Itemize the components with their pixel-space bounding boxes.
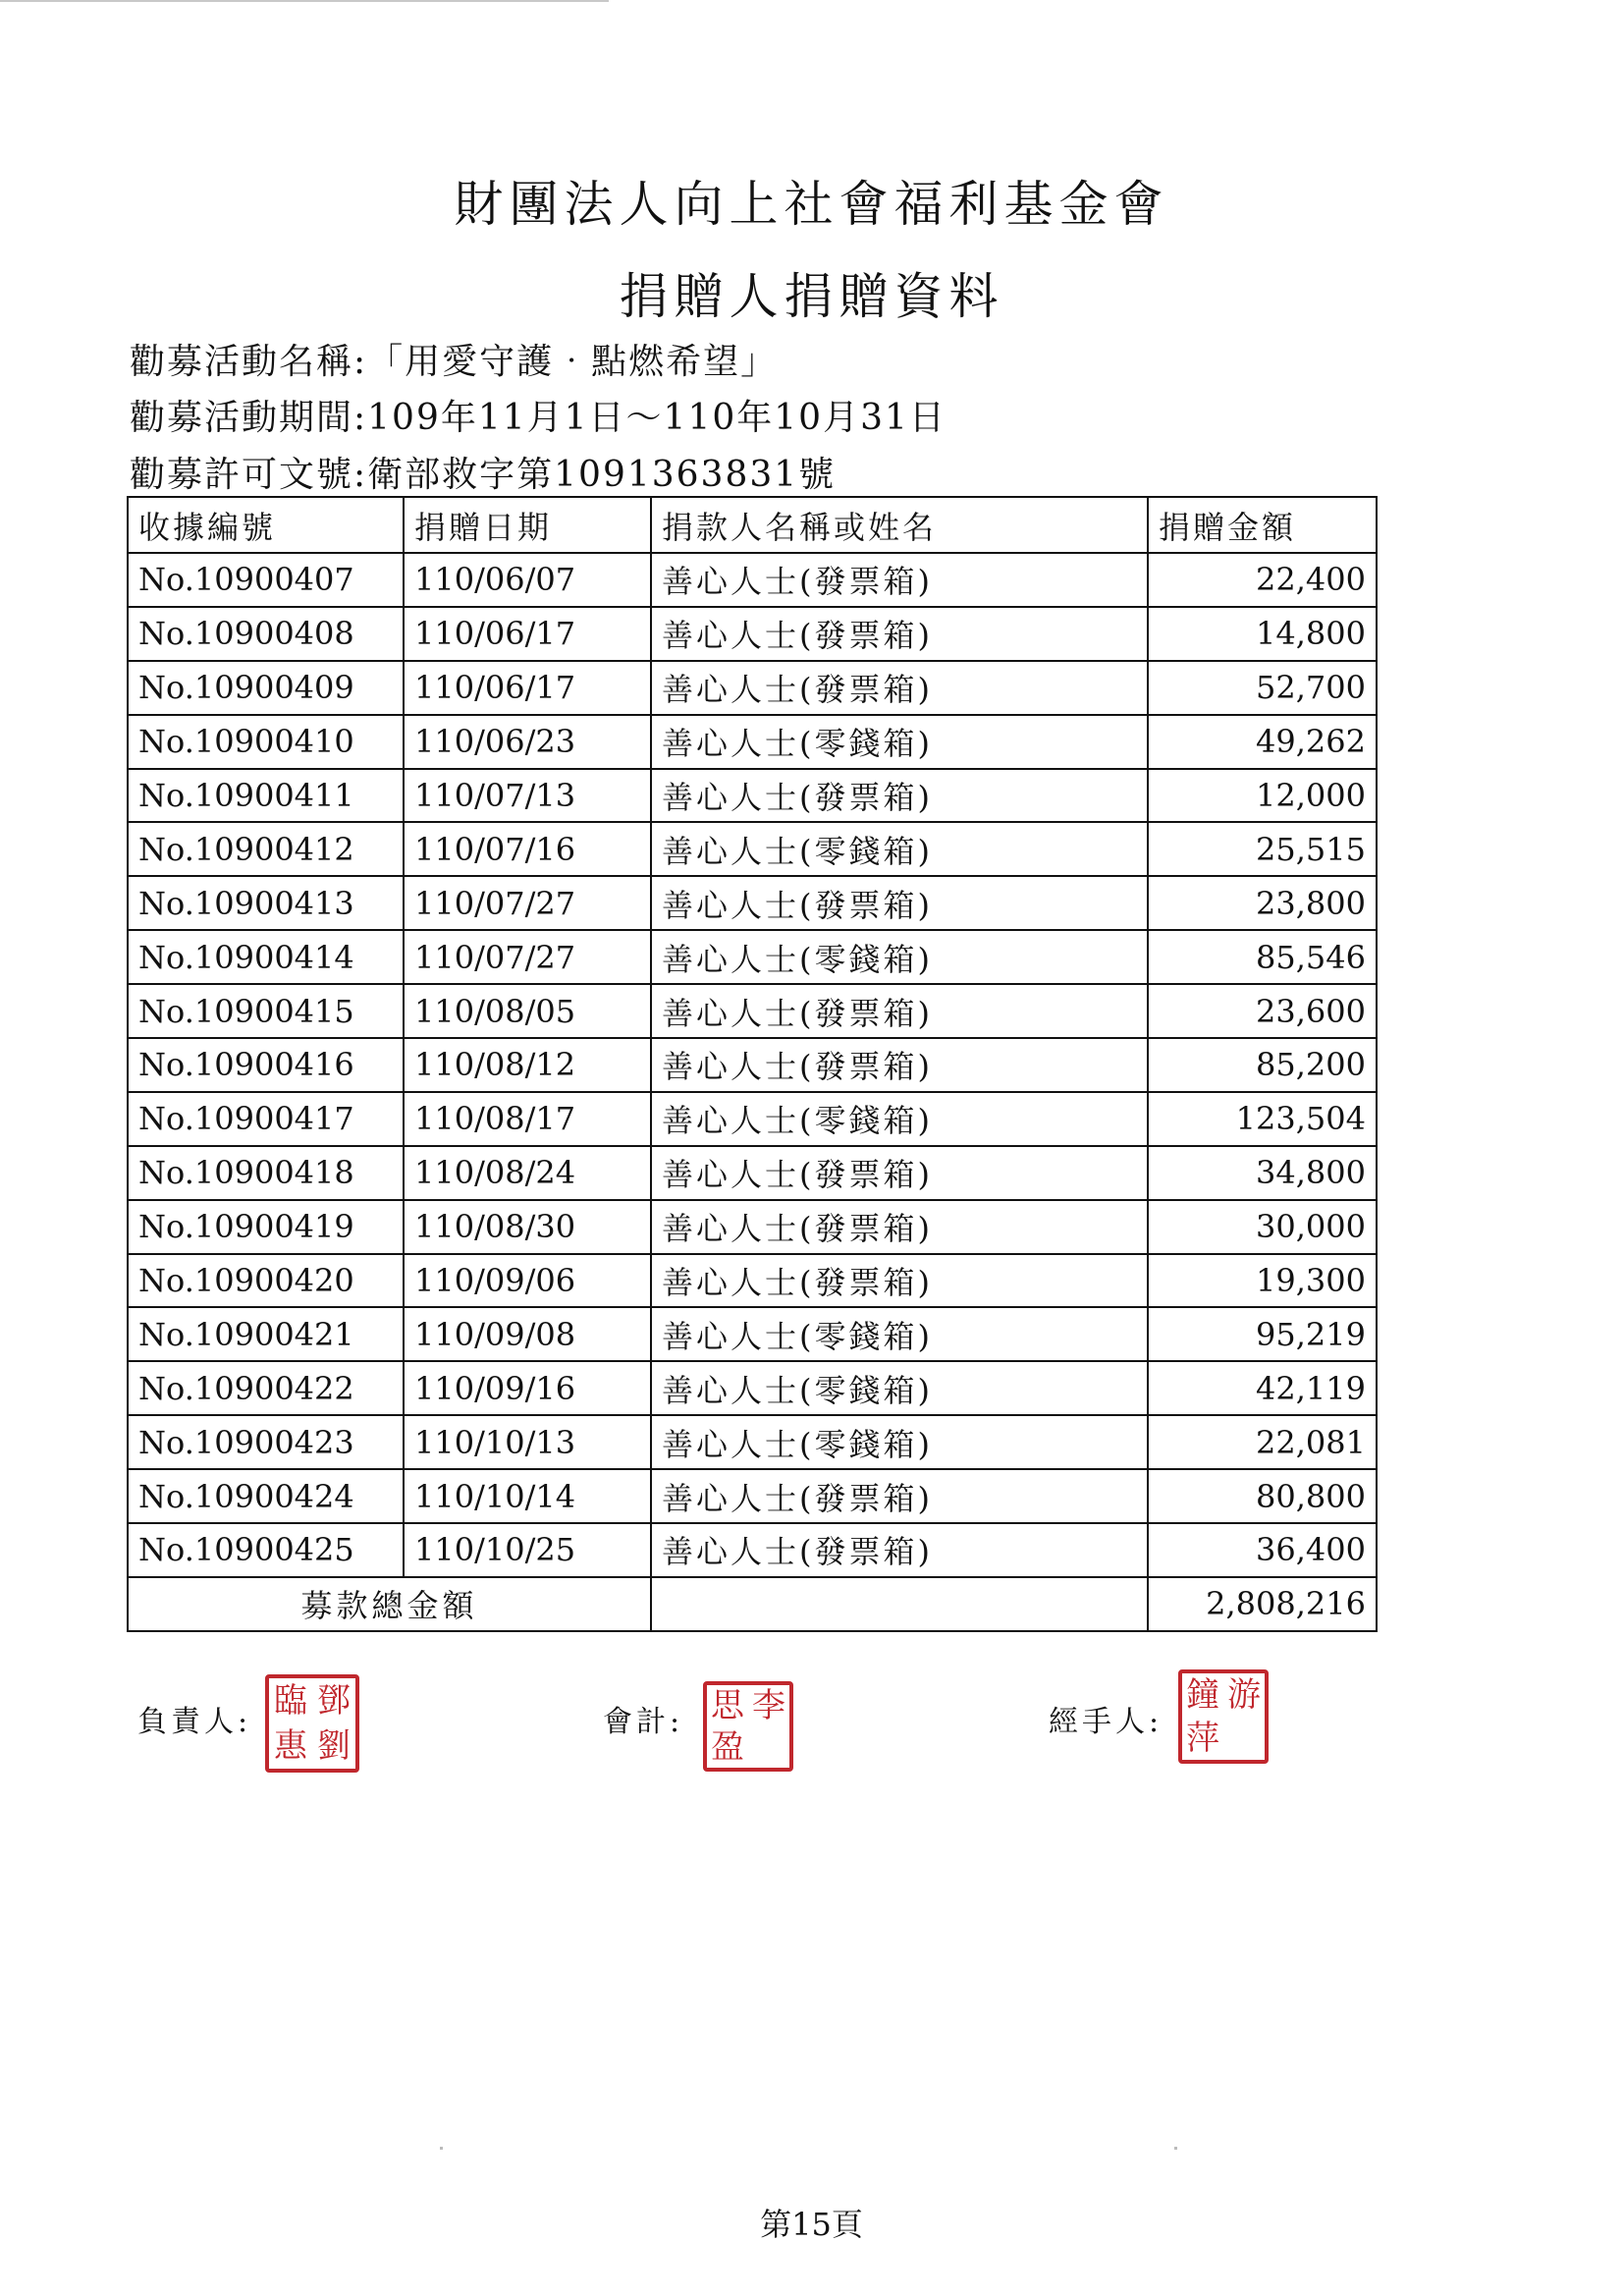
handler-label: 經手人:: [1049, 1705, 1163, 1739]
table-row: [128, 1307, 1377, 1361]
receipt-no-cell: No.10900424: [128, 1469, 404, 1523]
receipt-no-cell: No.10900410: [128, 715, 404, 769]
receipt-no-cell: No.10900415: [128, 984, 404, 1038]
amount-cell: 34,800: [1148, 1146, 1377, 1200]
date-cell: 110/10/25: [404, 1523, 651, 1577]
amount-cell: 85,200: [1148, 1038, 1377, 1092]
date-cell: 110/08/24: [404, 1146, 651, 1200]
seal-char: 鐘: [1186, 1675, 1219, 1715]
accountant-seal: [703, 1681, 793, 1772]
date-cell: 110/08/30: [404, 1200, 651, 1254]
amount-cell: 30,000: [1148, 1200, 1377, 1254]
seal-char: [1223, 1717, 1265, 1760]
table-row: [128, 1254, 1377, 1308]
amount-cell: 95,219: [1148, 1307, 1377, 1361]
receipt-no-cell: No.10900420: [128, 1254, 404, 1308]
receipt-no-cell: No.10900408: [128, 607, 404, 661]
page-number: 第15頁: [760, 2206, 863, 2243]
receipt-no-cell: No.10900413: [128, 876, 404, 930]
table-row: [128, 876, 1377, 930]
table-header-row: [128, 497, 1377, 553]
table-row: [128, 822, 1377, 876]
date-cell: 110/06/23: [404, 715, 651, 769]
receipt-no-cell: No.10900419: [128, 1200, 404, 1254]
table-row: [128, 1361, 1377, 1415]
handler-seal: [1178, 1669, 1269, 1764]
date-cell: 110/06/17: [404, 607, 651, 661]
seal-char: 臨: [274, 1681, 307, 1721]
responsible-person-label: 負責人:: [137, 1705, 252, 1739]
table-row: [128, 607, 1377, 661]
donor-name-cell: 善心人士(零錢箱): [651, 930, 1148, 984]
receipt-no-cell: No.10900416: [128, 1038, 404, 1092]
amount-cell: 22,400: [1148, 553, 1377, 607]
receipt-no-cell: No.10900414: [128, 930, 404, 984]
accountant-label: 會計:: [603, 1705, 684, 1739]
table-row: [128, 1092, 1377, 1146]
table-row: [128, 930, 1377, 984]
amount-cell: 12,000: [1148, 769, 1377, 823]
table-row: [128, 1469, 1377, 1523]
amount-cell: 80,800: [1148, 1469, 1377, 1523]
seal-char: 盈: [711, 1727, 744, 1767]
donor-name-cell: 善心人士(發票箱): [651, 1146, 1148, 1200]
donor-name-cell: 善心人士(發票箱): [651, 1200, 1148, 1254]
document-subtitle: 捐贈人捐贈資料: [619, 268, 1004, 325]
scan-top-edge: [0, 0, 609, 2]
table-row: [128, 553, 1377, 607]
amount-cell: 49,262: [1148, 715, 1377, 769]
receipt-no-cell: No.10900409: [128, 661, 404, 715]
donor-name-cell: 善心人士(發票箱): [651, 661, 1148, 715]
donor-name-cell: 善心人士(發票箱): [651, 607, 1148, 661]
activity-period: 勸募活動期間:109年11月1日～110年10月31日: [130, 398, 947, 438]
amount-cell: 19,300: [1148, 1254, 1377, 1308]
donor-name-cell: 善心人士(發票箱): [651, 553, 1148, 607]
donor-name-cell: 善心人士(零錢箱): [651, 822, 1148, 876]
date-cell: 110/10/13: [404, 1415, 651, 1469]
table-row: [128, 1038, 1377, 1092]
total-label: 募款總金額: [128, 1577, 651, 1631]
amount-cell: 52,700: [1148, 661, 1377, 715]
date-cell: 110/06/07: [404, 553, 651, 607]
table-row: [128, 769, 1377, 823]
date-cell: 110/08/17: [404, 1092, 651, 1146]
date-cell: 110/07/27: [404, 876, 651, 930]
seal-char: 李: [752, 1686, 785, 1725]
responsible-person-seal: [265, 1674, 359, 1773]
seal-char: 惠: [274, 1726, 307, 1766]
table-row: [128, 1146, 1377, 1200]
donor-name-cell: 善心人士(發票箱): [651, 769, 1148, 823]
organization-title: 財團法人向上社會福利基金會: [454, 176, 1169, 233]
header-date: 捐贈日期: [404, 497, 651, 553]
donor-name-cell: 善心人士(發票箱): [651, 984, 1148, 1038]
donor-name-cell: 善心人士(發票箱): [651, 1469, 1148, 1523]
total-empty-cell: [651, 1577, 1148, 1631]
seal-char: 萍: [1186, 1719, 1219, 1758]
receipt-no-cell: No.10900417: [128, 1092, 404, 1146]
date-cell: 110/07/16: [404, 822, 651, 876]
donor-name-cell: 善心人士(零錢箱): [651, 1307, 1148, 1361]
date-cell: 110/09/16: [404, 1361, 651, 1415]
receipt-no-cell: No.10900423: [128, 1415, 404, 1469]
donor-name-cell: 善心人士(發票箱): [651, 1254, 1148, 1308]
donor-name-cell: 善心人士(零錢箱): [651, 715, 1148, 769]
receipt-no-cell: No.10900418: [128, 1146, 404, 1200]
amount-cell: 23,800: [1148, 876, 1377, 930]
table-row: [128, 715, 1377, 769]
receipt-no-cell: No.10900412: [128, 822, 404, 876]
date-cell: 110/07/13: [404, 769, 651, 823]
table-row: [128, 984, 1377, 1038]
scan-speck: [440, 2147, 443, 2150]
table-row: [128, 1200, 1377, 1254]
seal-char: 思: [711, 1686, 744, 1725]
receipt-no-cell: No.10900411: [128, 769, 404, 823]
seal-char: 劉: [317, 1726, 351, 1766]
receipt-no-cell: No.10900422: [128, 1361, 404, 1415]
amount-cell: 123,504: [1148, 1092, 1377, 1146]
amount-cell: 14,800: [1148, 607, 1377, 661]
amount-cell: 42,119: [1148, 1361, 1377, 1415]
amount-cell: 36,400: [1148, 1523, 1377, 1577]
seal-char: 游: [1227, 1675, 1261, 1715]
table-row: [128, 661, 1377, 715]
donor-name-cell: 善心人士(發票箱): [651, 1523, 1148, 1577]
header-amount: 捐贈金額: [1148, 497, 1377, 553]
donor-name-cell: 善心人士(發票箱): [651, 876, 1148, 930]
amount-cell: 25,515: [1148, 822, 1377, 876]
date-cell: 110/09/06: [404, 1254, 651, 1308]
total-row: [128, 1577, 1377, 1631]
amount-cell: 22,081: [1148, 1415, 1377, 1469]
donation-table: [127, 496, 1378, 1632]
receipt-no-cell: No.10900425: [128, 1523, 404, 1577]
activity-name: 勸募活動名稱:「用愛守護‧點燃希望」: [130, 342, 779, 382]
date-cell: 110/06/17: [404, 661, 651, 715]
date-cell: 110/08/05: [404, 984, 651, 1038]
table-row: [128, 1415, 1377, 1469]
donor-name-cell: 善心人士(零錢箱): [651, 1092, 1148, 1146]
date-cell: 110/07/27: [404, 930, 651, 984]
receipt-no-cell: No.10900421: [128, 1307, 404, 1361]
date-cell: 110/09/08: [404, 1307, 651, 1361]
date-cell: 110/08/12: [404, 1038, 651, 1092]
total-amount: 2,808,216: [1148, 1577, 1377, 1631]
table-row: [128, 1523, 1377, 1577]
seal-char: 鄧: [317, 1681, 351, 1721]
permit-number: 勸募許可文號:衛部救字第1091363831號: [130, 455, 837, 495]
donor-name-cell: 善心人士(零錢箱): [651, 1361, 1148, 1415]
seal-char: [748, 1726, 789, 1768]
donor-name-cell: 善心人士(零錢箱): [651, 1415, 1148, 1469]
amount-cell: 23,600: [1148, 984, 1377, 1038]
amount-cell: 85,546: [1148, 930, 1377, 984]
donor-name-cell: 善心人士(發票箱): [651, 1038, 1148, 1092]
receipt-no-cell: No.10900407: [128, 553, 404, 607]
date-cell: 110/10/14: [404, 1469, 651, 1523]
header-donor-name: 捐款人名稱或姓名: [651, 497, 1148, 553]
scan-speck: [1174, 2147, 1177, 2150]
header-receipt-no: 收據編號: [128, 497, 404, 553]
